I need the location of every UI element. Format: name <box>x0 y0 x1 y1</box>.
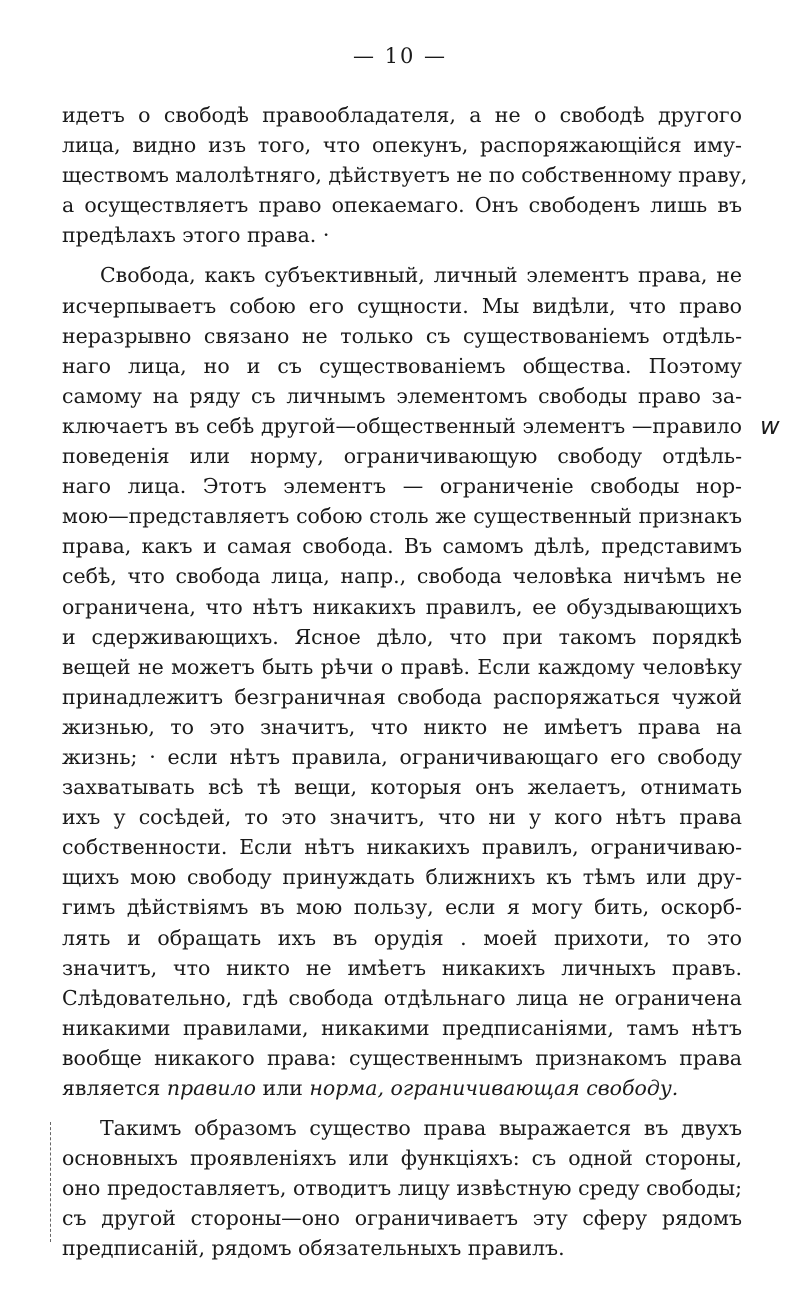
text-line: жизнь; · если нѣтъ правила, ограничивающаго его свободу <box>62 744 742 769</box>
paragraph-1 <box>62 100 748 250</box>
text-line: жизнью, то это значитъ, что никто не имѣетъ права на <box>62 714 742 739</box>
text-line: наго лица. Этотъ элементъ — ограниченіе свободы нор- <box>62 474 742 499</box>
text-line: предѣлахъ этого права. · <box>62 223 330 248</box>
text-line: права, какъ и самая свобода. Въ самомъ дѣлѣ, представимъ <box>62 534 742 559</box>
text-line: поведенія или норму, ограничивающую свободу отдѣль- <box>62 444 742 469</box>
text-plain: является <box>62 1076 167 1100</box>
paragraph-2 <box>62 260 742 1103</box>
text-line: принадлежитъ безграничная свобода распоряжаться чужой <box>62 684 742 709</box>
handwritten-margin-mark: w <box>760 412 780 440</box>
text-line: ществомъ малолѣтняго, дѣйствуетъ не по собственному праву, <box>62 163 748 188</box>
text-line: лица, видно изъ того, что опекунъ, распоряжающійся иму- <box>62 133 742 158</box>
page-number: — 10 — <box>352 44 448 68</box>
text-line: а осуществляетъ право опекаемаго. Онъ свободенъ лишь въ <box>62 193 742 218</box>
text-line: Слѣдовательно, гдѣ свобода отдѣльнаго лица не ограничена <box>62 985 742 1010</box>
emphasis-rule: правило <box>166 1076 256 1100</box>
text-line: собственности. Если нѣтъ никакихъ правилъ, ограничиваю- <box>62 835 742 860</box>
text-line: предписаній, рядомъ обязательныхъ правилъ. <box>62 1236 565 1261</box>
text-line: захватывать всѣ тѣ вещи, которыя онъ желаетъ, отнимать <box>62 775 742 800</box>
text-line: Такимъ образомъ существо права выражается въ двухъ <box>100 1116 742 1141</box>
text-line: никакими правилами, никакими предписаніями, тамъ нѣтъ <box>62 1015 742 1040</box>
text-line: наго лица, но и съ существованіемъ общества. Поэтому <box>62 353 742 378</box>
text-line: и сдерживающихъ. Ясное дѣло, что при такомъ порядкѣ <box>62 624 742 649</box>
text-line: вещей не можетъ быть рѣчи о правѣ. Если каждому человѣку <box>62 654 742 679</box>
text-line: мою—представляетъ собою столь же существенный признакъ <box>62 504 742 529</box>
text-line: значитъ, что никто не имѣетъ никакихъ личныхъ правъ. <box>62 955 742 980</box>
text-line: вообще никакого права: существеннымъ признакомъ права <box>62 1045 742 1070</box>
text-line: ограничена, что нѣтъ никакихъ правилъ, ее обуздывающихъ <box>62 594 742 619</box>
text-line: основныхъ проявленіяхъ или функціяхъ: съ одной стороны, <box>62 1146 742 1171</box>
text-line: самому на ряду съ личнымъ элементомъ свободы право за- <box>62 383 742 408</box>
body-text <box>62 100 748 1264</box>
text-line: идетъ о свободѣ правообладателя, а не о свободѣ другого <box>62 103 742 127</box>
text-line: щихъ мою свободу принуждать ближнихъ къ тѣмъ или дру- <box>62 865 742 890</box>
text-line: исчерпываетъ собою его сущности. Мы видѣли, что право <box>62 293 742 318</box>
text-plain: или <box>255 1076 310 1100</box>
emphasis-norm: норма, ограничивающая свободу. <box>309 1076 679 1100</box>
text-line: гимъ дѣйствіямъ въ мою пользу, если я могу бить, оскорб- <box>62 895 742 920</box>
margin-pencil-line <box>50 1122 51 1242</box>
text-line: Свобода, какъ субъективный, личный элементъ права, не <box>100 263 742 288</box>
text-line: неразрывно связано не только съ существованіемъ отдѣль- <box>62 323 742 348</box>
text-line: лять и обращать ихъ въ орудія . моей прихоти, то это <box>62 925 742 950</box>
text-line-emphasis <box>62 1073 742 1103</box>
text-line: ихъ у сосѣдей, то это значитъ, что ни у кого нѣтъ права <box>62 805 742 830</box>
text-line: ключаетъ въ себѣ другой—общественный элементъ —правило <box>62 413 742 438</box>
text-line: съ другой стороны—оно ограничиваетъ эту сферу рядомъ <box>62 1206 742 1231</box>
text-line: оно предоставляетъ, отводитъ лицу извѣстную среду свободы; <box>62 1176 742 1201</box>
text-line: себѣ, что свобода лица, напр., свобода человѣка ничѣмъ не <box>62 564 742 589</box>
paragraph-3 <box>62 1113 742 1263</box>
